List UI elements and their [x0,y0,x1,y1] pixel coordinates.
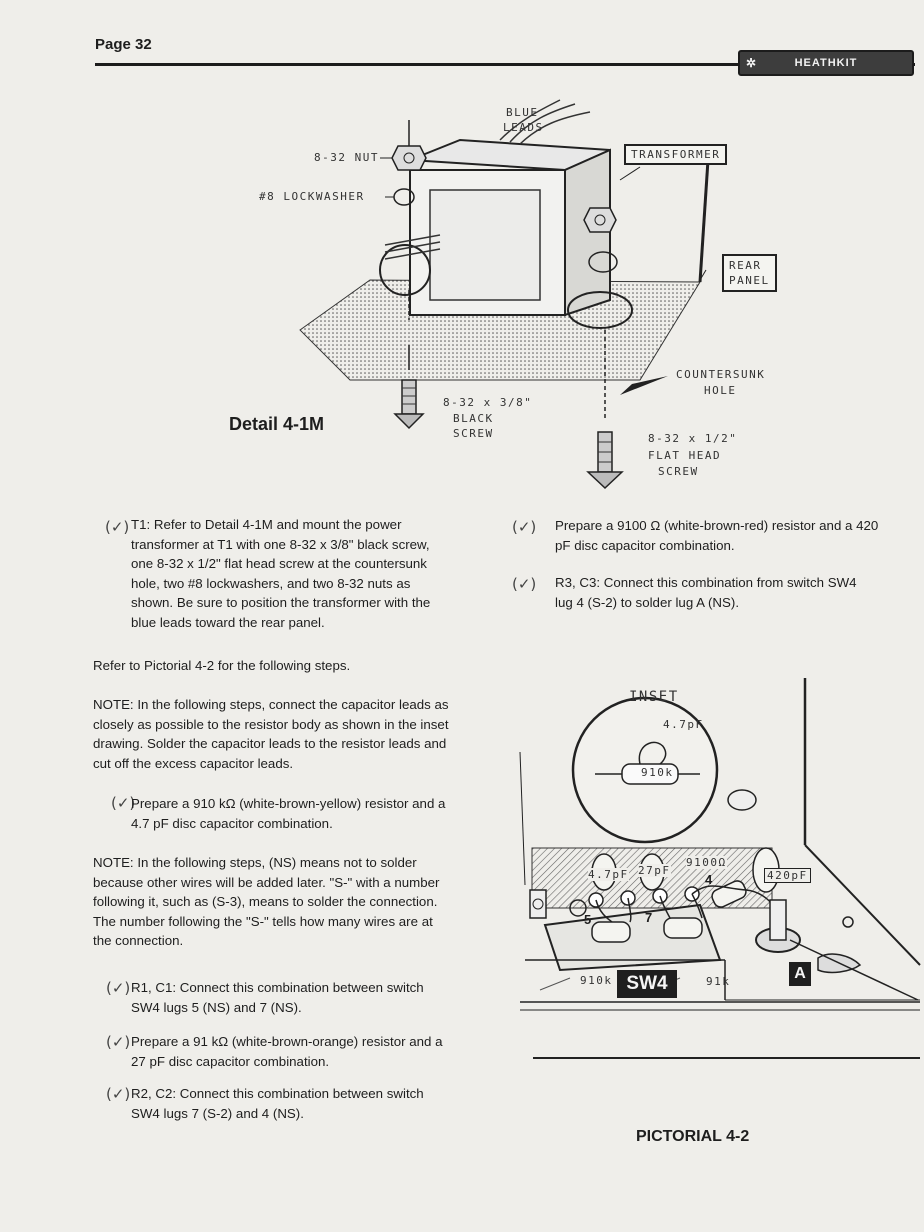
step-t1-line: T1: Refer to Detail 4-1M and mount the power [131,517,402,532]
label-inset-cap: 4.7pF [663,718,704,731]
note-line: drawing. Solder the capacitor leads to the resistor leads and [93,736,447,751]
label-countersunk-1: COUNTERSUNK [676,368,766,381]
pictorial-title: PICTORIAL 4-2 [636,1128,750,1145]
label-sw4: SW4 [617,970,677,998]
step-line: 27 pF disc capacitor combination. [131,1053,330,1069]
label-cap-420: 420pF [764,868,811,883]
checkbox-prep91[interactable]: (✓) [106,1033,131,1051]
star-icon: ✲ [746,56,758,70]
step-line: R2, C2: Connect this combination between switch [131,1086,424,1101]
label-flat-screw-3: SCREW [658,465,699,478]
step-line: SW4 lugs 5 (NS) and 7 (NS). [131,999,302,1015]
step-t1 [131,515,491,632]
label-lug-7: 7 [645,910,653,925]
note-line: NOTE: In the following steps, connect the capacitor leads as [93,697,449,712]
checkbox-r2c2[interactable]: (✓) [106,1085,131,1103]
label-blue-leads-2: LEADS [503,121,544,134]
pictorial-drawing [0,660,924,1140]
step-t1-line: blue leads toward the rear panel. [131,614,325,630]
detail-title: Detail 4-1M [229,414,325,434]
label-flat-screw-2: FLAT HEAD [648,449,722,462]
step-t1-line: shown. Be sure to position the transformer with the [131,595,431,610]
label-black-screw-2: BLACK [453,412,494,425]
checkbox-r3c3[interactable]: (✓) [512,575,537,593]
step-line: Prepare a 910 kΩ (white-brown-yellow) resistor and a [131,796,446,811]
detail-drawing [0,0,924,500]
label-res-9100: 9100Ω [686,856,727,869]
step-line: 4.7 pF disc capacitor combination. [131,815,333,831]
note-line: the connection. [93,933,184,948]
rear-panel [700,160,708,282]
checkbox-prep9100[interactable]: (✓) [512,518,537,536]
label-rear-panel-1: REAR [729,259,762,272]
label-flat-screw-1: 8-32 x 1/2" [648,432,738,445]
note-line: following it, such as (S-3), means to solder the connection. [93,894,438,909]
label-lockwasher: #8 LOCKWASHER [259,190,365,203]
resistor-910k [592,922,630,942]
checkbox-t1[interactable]: (✓) [105,518,130,536]
label-black-screw-3: SCREW [453,427,494,440]
note-line: The number following the "S-" tells how many wires are at [93,913,433,929]
label-cap-47: 4.7pF [588,868,629,881]
step-line: R3, C3: Connect this combination from switch SW4 [555,575,857,590]
label-rear-panel [722,254,777,292]
step-line: lug 4 (S-2) to solder lug A (NS). [555,594,740,610]
label-inset-res: 910k [641,766,674,779]
label-rear-panel-2: PANEL [729,274,770,287]
brand-name: HEATHKIT [794,57,858,69]
note-line: NOTE: In the following steps, (NS) means not to solder [93,855,417,870]
step-line: pF disc capacitor combination. [555,537,735,553]
page-number: Page 32 [95,36,152,53]
left-nut [392,146,426,170]
resistor-91k [664,918,702,938]
refer-pictorial: Refer to Pictorial 4-2 for the following steps. [93,658,351,673]
step-line: Prepare a 9100 Ω (white-brown-red) resistor and a 420 [555,518,879,533]
step-line: SW4 lugs 7 (S-2) and 4 (NS). [131,1105,304,1121]
checkbox-r1c1[interactable]: (✓) [106,979,131,997]
label-res-91k: 91k [706,975,731,988]
note-line: cut off the excess capacitor leads. [93,755,294,771]
note-line: because other wires will be added later. "S-" with a number [93,874,440,890]
transformer-window [430,190,540,300]
step-t1-line: transformer at T1 with one 8-32 x 3/8" black screw, [131,536,430,552]
label-res-910k: 910k [580,974,613,987]
note-line: closely as possible to the resistor body as shown in the inset [93,716,449,732]
label-nut: 8-32 NUT [314,151,379,164]
label-countersunk-2: HOLE [704,384,737,397]
step-t1-line: one 8-32 x 1/2" flat head screw at the countersunk [131,556,427,571]
label-lug-a: A [789,962,811,986]
label-inset: INSET [629,689,679,705]
black-screw [402,380,416,414]
label-lug-5: 5 [584,912,592,927]
step-prep9100 [555,516,917,555]
right-nut [584,208,616,232]
step-r3c3 [555,573,917,612]
label-cap-27: 27pF [638,864,671,877]
step-t1-line: hole, two #8 lockwashers, and two 8-32 nuts as [131,575,411,591]
step-line: R1, C1: Connect this combination between switch [131,980,424,995]
label-blue-leads-1: BLUE [506,106,539,119]
label-lug-4: 4 [705,872,713,887]
checkbox-prep910[interactable]: (✓) [111,794,136,812]
label-transformer: TRANSFORMER [624,144,727,165]
label-black-screw-1: 8-32 x 3/8" [443,396,533,409]
step-line: Prepare a 91 kΩ (white-brown-orange) resistor and a [131,1034,443,1049]
